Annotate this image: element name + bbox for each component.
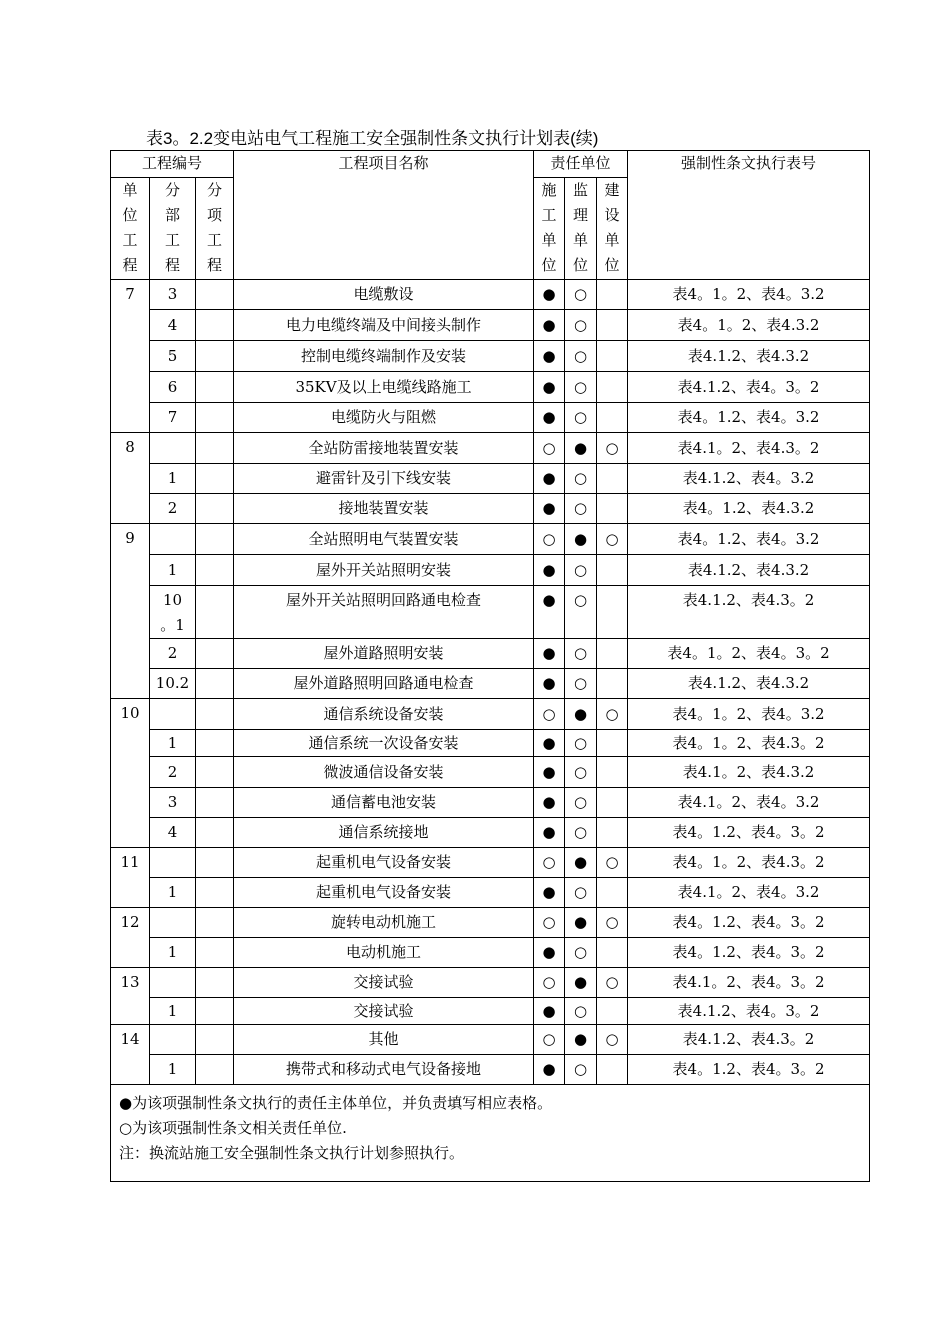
project-name: 电缆防火与阻燃 <box>234 403 534 433</box>
sub-project-no <box>150 968 196 998</box>
table-row <box>111 1025 870 1055</box>
item-project-no <box>196 908 234 938</box>
construction-mark: ● <box>534 372 565 403</box>
table-row <box>111 757 870 788</box>
construction-mark: ● <box>534 757 565 788</box>
owner-mark <box>597 403 628 433</box>
header-char: 单 <box>122 181 138 199</box>
header-project-name: 工程项目名称 <box>234 151 534 280</box>
item-project-no <box>196 586 234 639</box>
form-number: 表4。1.2、表4。3。2 <box>628 938 870 968</box>
form-number: 表4.1.2、表4.3.2 <box>628 555 870 586</box>
project-name: 全站照明电气装置安装 <box>234 524 534 555</box>
header-owner-unit <box>597 178 628 280</box>
header-construction-unit <box>534 178 565 280</box>
supervision-mark: ○ <box>565 938 597 968</box>
project-name: 交接试验 <box>234 998 534 1025</box>
item-project-no <box>196 310 234 341</box>
item-project-no <box>196 433 234 464</box>
table-row <box>111 848 870 878</box>
unit-project-no: 14 <box>111 1025 150 1085</box>
sub-project-no: 1 <box>150 730 196 757</box>
supervision-mark: ○ <box>565 280 597 310</box>
supervision-mark: ○ <box>565 878 597 908</box>
project-name: 全站防雷接地装置安装 <box>234 433 534 464</box>
header-char: 部 <box>164 206 180 224</box>
form-number: 表4。1。2、表4。3.2 <box>628 699 870 730</box>
sub-project-no: 10 。1 <box>150 586 196 639</box>
supervision-mark: ● <box>565 848 597 878</box>
form-number: 表4.1。2、表4。3.2 <box>628 878 870 908</box>
item-project-no <box>196 464 234 494</box>
supervision-mark: ○ <box>565 403 597 433</box>
table-row <box>111 1055 870 1085</box>
supervision-mark: ○ <box>565 818 597 848</box>
owner-mark <box>597 639 628 669</box>
header-char: 工 <box>122 231 138 249</box>
form-number: 表4.1。2、表4。3.2 <box>628 788 870 818</box>
sub-project-no <box>150 433 196 464</box>
owner-mark: ○ <box>597 433 628 464</box>
construction-mark: ● <box>534 555 565 586</box>
supervision-mark: ○ <box>565 998 597 1025</box>
header-char: 程 <box>207 256 223 274</box>
owner-mark <box>597 669 628 699</box>
supervision-mark: ○ <box>565 494 597 524</box>
owner-mark <box>597 1055 628 1085</box>
project-name: 起重机电气设备安装 <box>234 878 534 908</box>
table-row <box>111 524 870 555</box>
header-char: 监 <box>573 181 589 199</box>
project-name: 通信蓄电池安装 <box>234 788 534 818</box>
unit-project-no: 10 <box>111 699 150 848</box>
construction-mark: ● <box>534 818 565 848</box>
construction-mark: ● <box>534 998 565 1025</box>
item-project-no <box>196 998 234 1025</box>
item-project-no <box>196 788 234 818</box>
form-number: 表4.1.2、表4.3。2 <box>628 1025 870 1055</box>
form-number: 表4。1。2、表4.3。2 <box>628 848 870 878</box>
owner-mark: ○ <box>597 848 628 878</box>
form-number: 表4。1.2、表4。3.2 <box>628 524 870 555</box>
project-name: 屋外道路照明回路通电检查 <box>234 669 534 699</box>
sub-project-no: 6 <box>150 372 196 403</box>
header-sub-project <box>150 178 196 280</box>
sub-project-no <box>150 699 196 730</box>
form-number: 表4。1。2、表4.3。2 <box>628 730 870 757</box>
table-row <box>111 310 870 341</box>
table-row <box>111 341 870 372</box>
sub-project-no: 1 <box>150 998 196 1025</box>
table-row <box>111 730 870 757</box>
supervision-mark: ○ <box>565 639 597 669</box>
table-row <box>111 818 870 848</box>
project-name: 控制电缆终端制作及安装 <box>234 341 534 372</box>
construction-mark: ● <box>534 730 565 757</box>
supervision-mark: ● <box>565 968 597 998</box>
item-project-no <box>196 280 234 310</box>
supervision-mark: ○ <box>565 464 597 494</box>
unit-project-no: 11 <box>111 848 150 908</box>
construction-mark: ● <box>534 586 565 639</box>
footnote-line: ●为该项强制性条文执行的责任主体单位，并负责填写相应表格。 <box>119 1094 553 1112</box>
supervision-mark: ○ <box>565 310 597 341</box>
header-char: 程 <box>122 256 138 274</box>
header-responsibility: 责任单位 <box>534 151 628 178</box>
table-row <box>111 908 870 938</box>
footnotes <box>111 1085 870 1182</box>
construction-mark: ○ <box>534 433 565 464</box>
form-number: 表4。1.2、表4。3。2 <box>628 908 870 938</box>
item-project-no <box>196 730 234 757</box>
item-project-no <box>196 524 234 555</box>
sub-project-no: 2 <box>150 639 196 669</box>
header-char: 单 <box>541 231 557 249</box>
item-project-no <box>196 968 234 998</box>
construction-mark: ○ <box>534 848 565 878</box>
header-char: 分 <box>207 181 223 199</box>
owner-mark <box>597 310 628 341</box>
owner-mark <box>597 818 628 848</box>
table-row <box>111 699 870 730</box>
owner-mark: ○ <box>597 524 628 555</box>
construction-mark: ● <box>534 938 565 968</box>
project-name: 屋外开关站照明安装 <box>234 555 534 586</box>
construction-mark: ● <box>534 403 565 433</box>
project-name: 电动机施工 <box>234 938 534 968</box>
owner-mark <box>597 757 628 788</box>
header-item-project <box>196 178 234 280</box>
item-project-no <box>196 757 234 788</box>
project-name: 其他 <box>234 1025 534 1055</box>
owner-mark <box>597 730 628 757</box>
item-project-no <box>196 1055 234 1085</box>
construction-mark: ● <box>534 1055 565 1085</box>
table-row <box>111 878 870 908</box>
sub-project-no: 10.2 <box>150 669 196 699</box>
header-char: 单 <box>604 231 620 249</box>
sub-project-no: 1 <box>150 464 196 494</box>
unit-project-no: 8 <box>111 433 150 524</box>
header-char: 分 <box>164 181 180 199</box>
table-row <box>111 788 870 818</box>
item-project-no <box>196 669 234 699</box>
sub-project-no: 1 <box>150 938 196 968</box>
sub-project-no: 4 <box>150 818 196 848</box>
form-number: 表4。1.2、表4。3。2 <box>628 1055 870 1085</box>
supervision-mark: ○ <box>565 757 597 788</box>
project-name: 微波通信设备安装 <box>234 757 534 788</box>
supervision-mark: ○ <box>565 372 597 403</box>
footnote-line: 注：换流站施工安全强制性条文执行计划参照执行。 <box>119 1144 465 1162</box>
owner-mark <box>597 280 628 310</box>
item-project-no <box>196 555 234 586</box>
form-number: 表4.1.2、表4.3.2 <box>628 341 870 372</box>
supervision-mark: ○ <box>565 1055 597 1085</box>
project-name: 旋转电动机施工 <box>234 908 534 938</box>
header-unit-project <box>111 178 150 280</box>
form-number: 表4.1.2、表4。3.2 <box>628 464 870 494</box>
supervision-mark: ○ <box>565 730 597 757</box>
project-name: 携带式和移动式电气设备接地 <box>234 1055 534 1085</box>
supervision-mark: ● <box>565 908 597 938</box>
form-number: 表4.1.2、表4.3.2 <box>628 669 870 699</box>
project-name: 通信系统接地 <box>234 818 534 848</box>
item-project-no <box>196 341 234 372</box>
form-number: 表4。1.2、表4.3.2 <box>628 494 870 524</box>
item-project-no <box>196 494 234 524</box>
form-number: 表4。1。2、表4.3.2 <box>628 310 870 341</box>
sub-project-no: 4 <box>150 310 196 341</box>
construction-mark: ● <box>534 669 565 699</box>
form-number: 表4.1。2、表4.3。2 <box>628 433 870 464</box>
owner-mark: ○ <box>597 968 628 998</box>
header-project-code: 工程编号 <box>111 151 234 178</box>
construction-mark: ○ <box>534 699 565 730</box>
execution-plan-table <box>110 150 870 1182</box>
table-row <box>111 639 870 669</box>
sub-project-no: 1 <box>150 878 196 908</box>
form-number: 表4.1.2、表4.3。2 <box>628 586 870 639</box>
header-char: 位 <box>541 256 557 274</box>
table-row <box>111 494 870 524</box>
unit-project-no: 9 <box>111 524 150 699</box>
owner-mark <box>597 938 628 968</box>
table-row <box>111 938 870 968</box>
table-row <box>111 280 870 310</box>
form-number: 表4。1.2、表4。3。2 <box>628 818 870 848</box>
owner-mark: ○ <box>597 1025 628 1055</box>
form-number: 表4.1.2、表4。3。2 <box>628 998 870 1025</box>
owner-mark <box>597 998 628 1025</box>
project-name: 电缆敷设 <box>234 280 534 310</box>
table-row <box>111 433 870 464</box>
project-name: 通信系统设备安装 <box>234 699 534 730</box>
sub-project-no <box>150 848 196 878</box>
supervision-mark: ● <box>565 524 597 555</box>
construction-mark: ● <box>534 464 565 494</box>
sub-project-no <box>150 908 196 938</box>
header-char: 单 <box>573 231 589 249</box>
header-supervision-unit <box>565 178 597 280</box>
sub-project-no: 1 <box>150 1055 196 1085</box>
form-number: 表4。1。2、表4。3。2 <box>628 639 870 669</box>
sub-project-no <box>150 524 196 555</box>
item-project-no <box>196 372 234 403</box>
construction-mark: ○ <box>534 524 565 555</box>
unit-project-no: 12 <box>111 908 150 968</box>
item-project-no <box>196 878 234 908</box>
construction-mark: ○ <box>534 908 565 938</box>
sub-project-no: 7 <box>150 403 196 433</box>
table-row <box>111 403 870 433</box>
form-number: 表4。1。2、表4。3.2 <box>628 280 870 310</box>
unit-project-no: 13 <box>111 968 150 1025</box>
project-name: 屋外开关站照明回路通电检查 <box>234 586 534 639</box>
owner-mark <box>597 788 628 818</box>
owner-mark <box>597 494 628 524</box>
header-char: 位 <box>573 256 589 274</box>
header-char: 位 <box>604 256 620 274</box>
owner-mark <box>597 341 628 372</box>
item-project-no <box>196 639 234 669</box>
project-name: 接地装置安装 <box>234 494 534 524</box>
construction-mark: ● <box>534 280 565 310</box>
header-char: 理 <box>573 206 589 224</box>
supervision-mark: ○ <box>565 586 597 639</box>
table-row <box>111 586 870 639</box>
project-name: 35KV及以上电缆线路施工 <box>234 372 534 403</box>
sub-project-no: 3 <box>150 788 196 818</box>
form-number: 表4.1。2、表4.3.2 <box>628 757 870 788</box>
supervision-mark: ○ <box>565 669 597 699</box>
table-row <box>111 998 870 1025</box>
item-project-no <box>196 1025 234 1055</box>
owner-mark <box>597 464 628 494</box>
project-name: 避雷针及引下线安装 <box>234 464 534 494</box>
owner-mark: ○ <box>597 699 628 730</box>
sub-project-no: 1 <box>150 555 196 586</box>
sub-project-no: 3 <box>150 280 196 310</box>
header-form-no: 强制性条文执行表号 <box>628 151 870 280</box>
construction-mark: ○ <box>534 968 565 998</box>
construction-mark: ● <box>534 639 565 669</box>
sub-project-no: 5 <box>150 341 196 372</box>
construction-mark: ● <box>534 788 565 818</box>
item-project-no <box>196 848 234 878</box>
header-char: 设 <box>604 206 620 224</box>
construction-mark: ● <box>534 341 565 372</box>
header-char: 施 <box>541 181 557 199</box>
owner-mark <box>597 555 628 586</box>
form-number: 表4.1。2、表4。3。2 <box>628 968 870 998</box>
owner-mark <box>597 586 628 639</box>
owner-mark <box>597 372 628 403</box>
footnote-line: ○为该项强制性条文相关责任单位. <box>119 1119 347 1137</box>
supervision-mark: ○ <box>565 341 597 372</box>
header-char: 工 <box>164 231 180 249</box>
table-caption: 表3。2.2变电站电气工程施工安全强制性条文执行计划表(续) <box>146 129 599 148</box>
table-row <box>111 372 870 403</box>
supervision-mark: ● <box>565 433 597 464</box>
construction-mark: ● <box>534 878 565 908</box>
owner-mark: ○ <box>597 908 628 938</box>
construction-mark: ● <box>534 310 565 341</box>
supervision-mark: ○ <box>565 555 597 586</box>
sub-project-no <box>150 1025 196 1055</box>
header-char: 建 <box>604 181 620 199</box>
item-project-no <box>196 403 234 433</box>
construction-mark: ● <box>534 494 565 524</box>
table-row <box>111 555 870 586</box>
project-name: 通信系统一次设备安装 <box>234 730 534 757</box>
project-name: 电力电缆终端及中间接头制作 <box>234 310 534 341</box>
header-char: 程 <box>164 256 180 274</box>
project-name: 起重机电气设备安装 <box>234 848 534 878</box>
supervision-mark: ● <box>565 699 597 730</box>
item-project-no <box>196 938 234 968</box>
header-char: 位 <box>122 206 138 224</box>
supervision-mark: ● <box>565 1025 597 1055</box>
sub-project-no: 2 <box>150 494 196 524</box>
unit-project-no: 7 <box>111 280 150 433</box>
sub-project-no: 2 <box>150 757 196 788</box>
table-row <box>111 464 870 494</box>
owner-mark <box>597 878 628 908</box>
construction-mark: ○ <box>534 1025 565 1055</box>
form-number: 表4。1.2、表4。3.2 <box>628 403 870 433</box>
form-number: 表4.1.2、表4。3。2 <box>628 372 870 403</box>
supervision-mark: ○ <box>565 788 597 818</box>
header-char: 工 <box>207 231 223 249</box>
project-name: 交接试验 <box>234 968 534 998</box>
header-char: 工 <box>541 206 557 224</box>
header-char: 项 <box>207 206 223 224</box>
table-row <box>111 669 870 699</box>
project-name: 屋外道路照明安装 <box>234 639 534 669</box>
item-project-no <box>196 818 234 848</box>
item-project-no <box>196 699 234 730</box>
table-row <box>111 968 870 998</box>
